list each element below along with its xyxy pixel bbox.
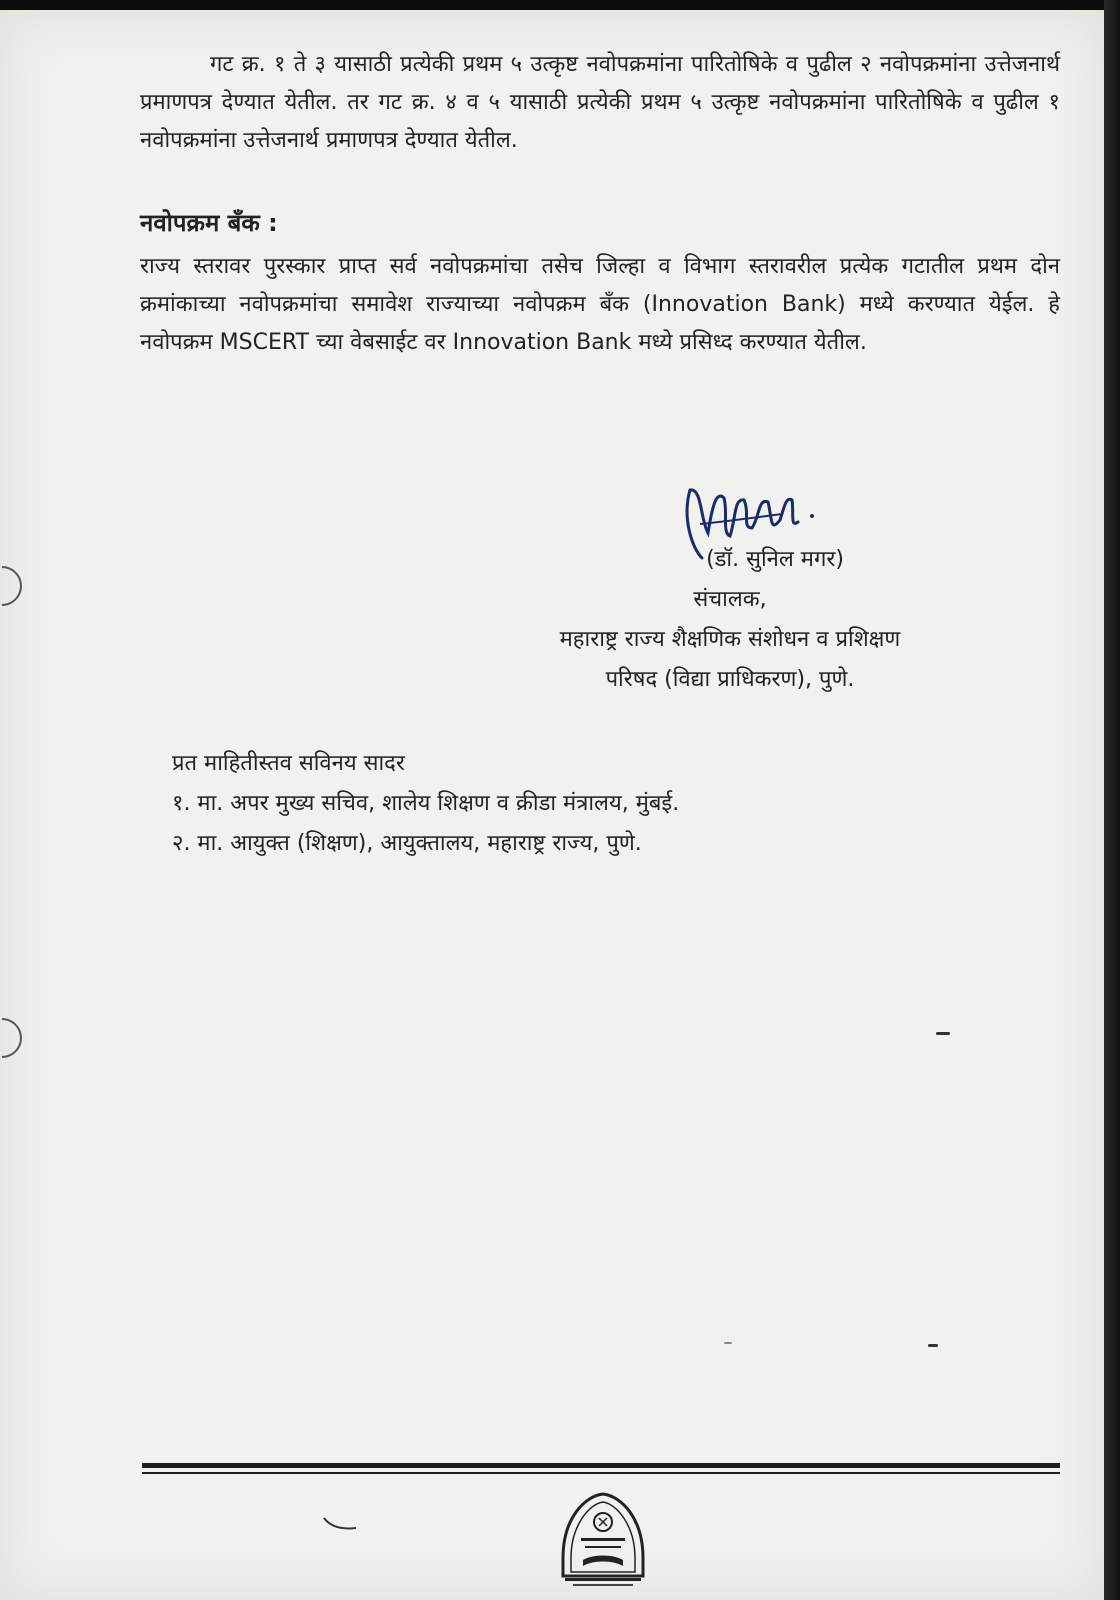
footer-rule: [142, 1463, 1060, 1468]
punch-hole-mark: [0, 558, 30, 615]
signatory-organization-line-1: महाराष्ट्र राज्य शैक्षणिक संशोधन व प्रशिक्षण: [559, 627, 901, 652]
punch-hole-mark: [0, 1010, 30, 1067]
prize-distribution-paragraph: गट क्र. १ ते ३ यासाठी प्रत्येकी प्रथम ५ उत्कृष्ट नवोपक्रमांना पारितोषिके व पुढील २ नवोपक्रमांना उत्तेजनार्थ प्रमाणपत्र देण्यात येतील. तर गट क्र. ४ व ५ यासाठी प्रत्येकी प्रथम ५ उत्कृष्ट नवोपक्रमांना पारितोषिके व पुढील १ नवोपक्रमांना उत्तेजनार्थ प्रमाणपत्र देण्यात येतील.: [140, 52, 1060, 153]
scan-stroke-mark: [322, 1516, 358, 1532]
signatory-designation: संचालक,: [693, 587, 767, 612]
signatory-organization-line-2: परिषद (विद्या प्राधिकरण), पुणे.: [605, 667, 855, 692]
copy-to-item: २. मा. आयुक्त (शिक्षण), आयुक्तालय, महाराष्ट्र राज्य, पुणे.: [172, 831, 642, 856]
organization-seal-icon: [555, 1488, 651, 1588]
innovation-bank-heading: नवोपक्रम बँक :: [140, 209, 278, 237]
scan-speck: [936, 1032, 950, 1035]
signature-block: [500, 540, 960, 700]
copy-to-item: १. मा. अपर मुख्य सचिव, शालेय शिक्षण व क्रीडा मंत्रालय, मुंबई.: [172, 791, 680, 816]
scan-speck: [928, 1344, 938, 1347]
right-dark-border: [1104, 0, 1120, 1600]
signatory-name: (डॉ. सुनिल मगर): [706, 547, 844, 572]
copy-to-heading: प्रत माहितीस्तव सविनय सादर: [172, 751, 405, 776]
document-page: [0, 10, 1104, 1600]
copy-to-block: [172, 744, 679, 864]
footer-rule: [142, 1472, 1060, 1474]
scan-speck: [724, 1342, 732, 1344]
innovation-bank-paragraph: राज्य स्तरावर पुरस्कार प्राप्त सर्व नवोपक्रमांचा तसेच जिल्हा व विभाग स्तरावरील प्रत्येक गटातील प्रथम दोन क्रमांकाच्या नवोपक्रमांचा समावेश राज्याच्या नवोपक्रम बँक (Innovation Bank) मध्ये करण्यात येईल. हे नवोपक्रम MSCERT च्या वेबसाईट वर Innovation Bank मध्ये प्रसिध्द करण्यात येतील.: [140, 254, 1060, 355]
